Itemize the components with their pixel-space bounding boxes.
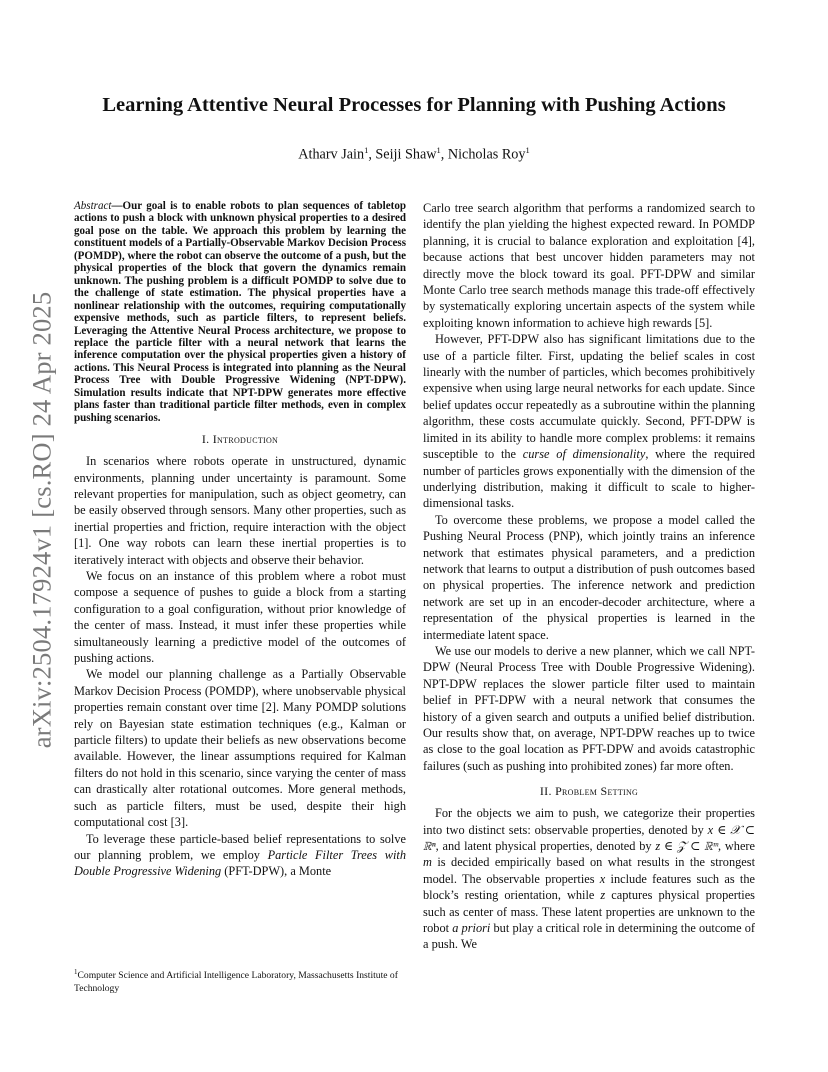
right-column [423,200,755,953]
paragraph [423,805,755,953]
math-inline: m [423,855,432,870]
paragraph: Carlo tree search algorithm that performs a randomized search to identify the plan yielding the highest expected reward. In POMDP planning, it is crucial to balance exploration and exploitation [4], because actions that best uncover hidden parameters may not directly move the block toward its goal. PFT-DPW and similar Monte Carlo tree search methods manage this trade-off effectively by systematically exploring uncertain aspects of the system while exploiting known information to achieve high rewards [5]. [423,201,755,330]
text-run: , where [718,839,756,854]
abstract-dash: — [111,200,123,212]
author-name: Atharv Jain [298,146,365,163]
abstract-text: Our goal is to enable robots to plan sequences of tabletop actions to push a block with unknown physical properties to a desired goal pose on the table. We approach this problem by learning the constituent models of a Partially-Observable Markov Decision Process (POMDP), where the robot can observe the outcome of a push, but the physical properties of the block that govern the dynamics remain unknown. The pushing problem is a difficult POMDP to solve due to the challenge of state estimation. The physical properties have a nonlinear relationship with the outcomes, requiring computationally expensive methods, such as particle filters, to represent beliefs. Leveraging the Attentive Neural Process architecture, we propose to replace the particle filter with a neural network that learns the inference computation over the physical properties given a history of actions. This Neural Process is integrated into planning as the Neural Process Tree with Double Progressive Widening (NPT-DPW). Simulation results indicate that NPT-DPW generates more effective plans faster than traditional particle filter methods, even in complex pushing scenarios. [74,200,406,424]
author-name: Nicholas Roy [447,146,526,163]
math-inline: z [600,888,606,903]
abstract [74,200,406,424]
text-run: , and latent physical properties, denoted by [435,839,656,854]
text-run: However, PFT-DPW also has significant limitations due to the use of a particle filter. First, updating the belief scales in cost linearly with the number of particles, which becomes prohibitively expensive when using large neural networks for each update. Since belief updates occur repeatedly as a subroutine within the planning algorithm, these costs accumulate quickly. Second, PFT-DPW is limited in its ability to handle more complex problems: it remains susceptible to the [423,332,755,462]
arxiv-stamp [22,280,62,760]
text-run: To leverage these particle-based belief representations to solve our planning problem, we employ [74,831,406,862]
author-list: Atharv Jain$^1$, Seiji Shaw$^1$, Nicholas Roy$^1$ [298,145,530,163]
author-name: Seiji Shaw [375,146,437,163]
text-run: (PFT-DPW), a Monte [221,864,332,879]
text-run: is decided empirically based on what results in the strongest model. The observable properties [423,855,755,886]
section-title: Introduction [212,432,279,447]
affiliation-mark: 1 [364,145,369,155]
text-run: For the objects we aim to push, we categorize their properties into two distinct sets: observable properties, denoted by [423,806,755,837]
paragraph [423,331,755,511]
text-run: captures physical properties such as center of mass. These latent properties are unknown to the robot [423,888,755,936]
abstract-heading: Abstract [74,200,112,212]
footnote-mark: 1 [74,968,78,976]
paragraph [74,831,406,880]
math-inline: x [599,871,606,886]
section-number: II. [539,784,556,799]
arxiv-identifier: arXiv:2504.17924v1 [cs.RO] 24 Apr 2025 [26,291,57,749]
math-inline: z ∈ 𝒵 ⊂ ℝᵐ [655,839,718,854]
paragraph: We model our planning challenge as a Partially Observable Markov Decision Process (POMDP), where unobservable physical properties remain constant over time [2]. Many POMDP solutions rely on Bayesian state estimation techniques (e.g., Kalman or particle filters) to update their beliefs as new observations become available. However, the linear assumptions required for Kalman filters do not hold in this scenario, since varying the center of mass can drastically alter rotational outcomes. More general methods, such as particle filters, must be used, despite their high computational cost [3]. [74,667,406,830]
paragraph: In scenarios where robots operate in unstructured, dynamic environments, planning under uncertainty is paramount. Some relevant properties for manipulation, such as object geometry, can be easily observed through sensors. Many other properties, such as inertial properties and friction, require interaction with the object [1]. One way robots can learn these inertial properties is to iteratively interact with objects and observe their behavior. [74,454,406,567]
paper-title: Learning Attentive Neural Processes for Planning with Pushing Actions [102,94,726,116]
section-heading-problem-setting [423,784,755,799]
affiliation-mark: 1 [525,145,530,155]
affiliation-mark: 1 [436,145,441,155]
emphasis: curse of dimensionality [522,447,646,462]
math-inline: x ∈ 𝒳 ⊂ ℝⁿ [423,822,755,854]
section-title: Problem Setting [555,784,639,799]
text-run: but play a critical role in determining the outcome of a push. We [423,921,755,952]
section-number: I. [201,432,213,447]
text-run: include features such as the block’s resting orientation, while [423,871,755,903]
paragraph: We use our models to derive a new planner, which we call NPT-DPW (Neural Process Tree with Double Progressive Widening). NPT-DPW replaces the slower particle filter used to maintain belief in PFT-DPW with a neural network that consumes the history of a given search and outputs a unified belief distribution. Our results show that, on average, NPT-DPW reaches up to twice as close to the goal location as PFT-DPW and avoids catastrophic failures (such as pushing into prohibited zones) far more often. [423,643,755,773]
footnote [74,966,406,995]
footnote-text: Computer Science and Artificial Intelligence Laboratory, Massachusetts Institute of Technology [74,970,398,994]
paragraph: We focus on an instance of this problem where a robot must compose a sequence of pushes to guide a block from a starting configuration to a goal configuration, without prior knowledge of the center of mass. Instead, it must infer these properties while simultaneously learning a predictive model of the outcomes of pushing actions. [74,569,406,666]
section-heading-introduction [74,432,406,447]
emphasis: a priori [452,921,491,936]
text-run: , where the required number of particles grows exponentially with the dimension of the underlying distribution, making it difficult to scale to higher-dimensional tasks. [423,447,756,511]
emphasis: Particle Filter Trees with Double Progressive Widening [74,847,406,879]
paragraph: To overcome these problems, we propose a model called the Pushing Neural Process (PNP), which jointly trains an inference network that estimates physical parameters, and a prediction network that learns to output a distribution of push outcomes based on physical properties. The inference network and prediction network are set up in an encoder-decoder architecture, where a representation of the physical properties is learned in the intermediate latent space. [423,512,755,642]
left-column [74,200,406,880]
